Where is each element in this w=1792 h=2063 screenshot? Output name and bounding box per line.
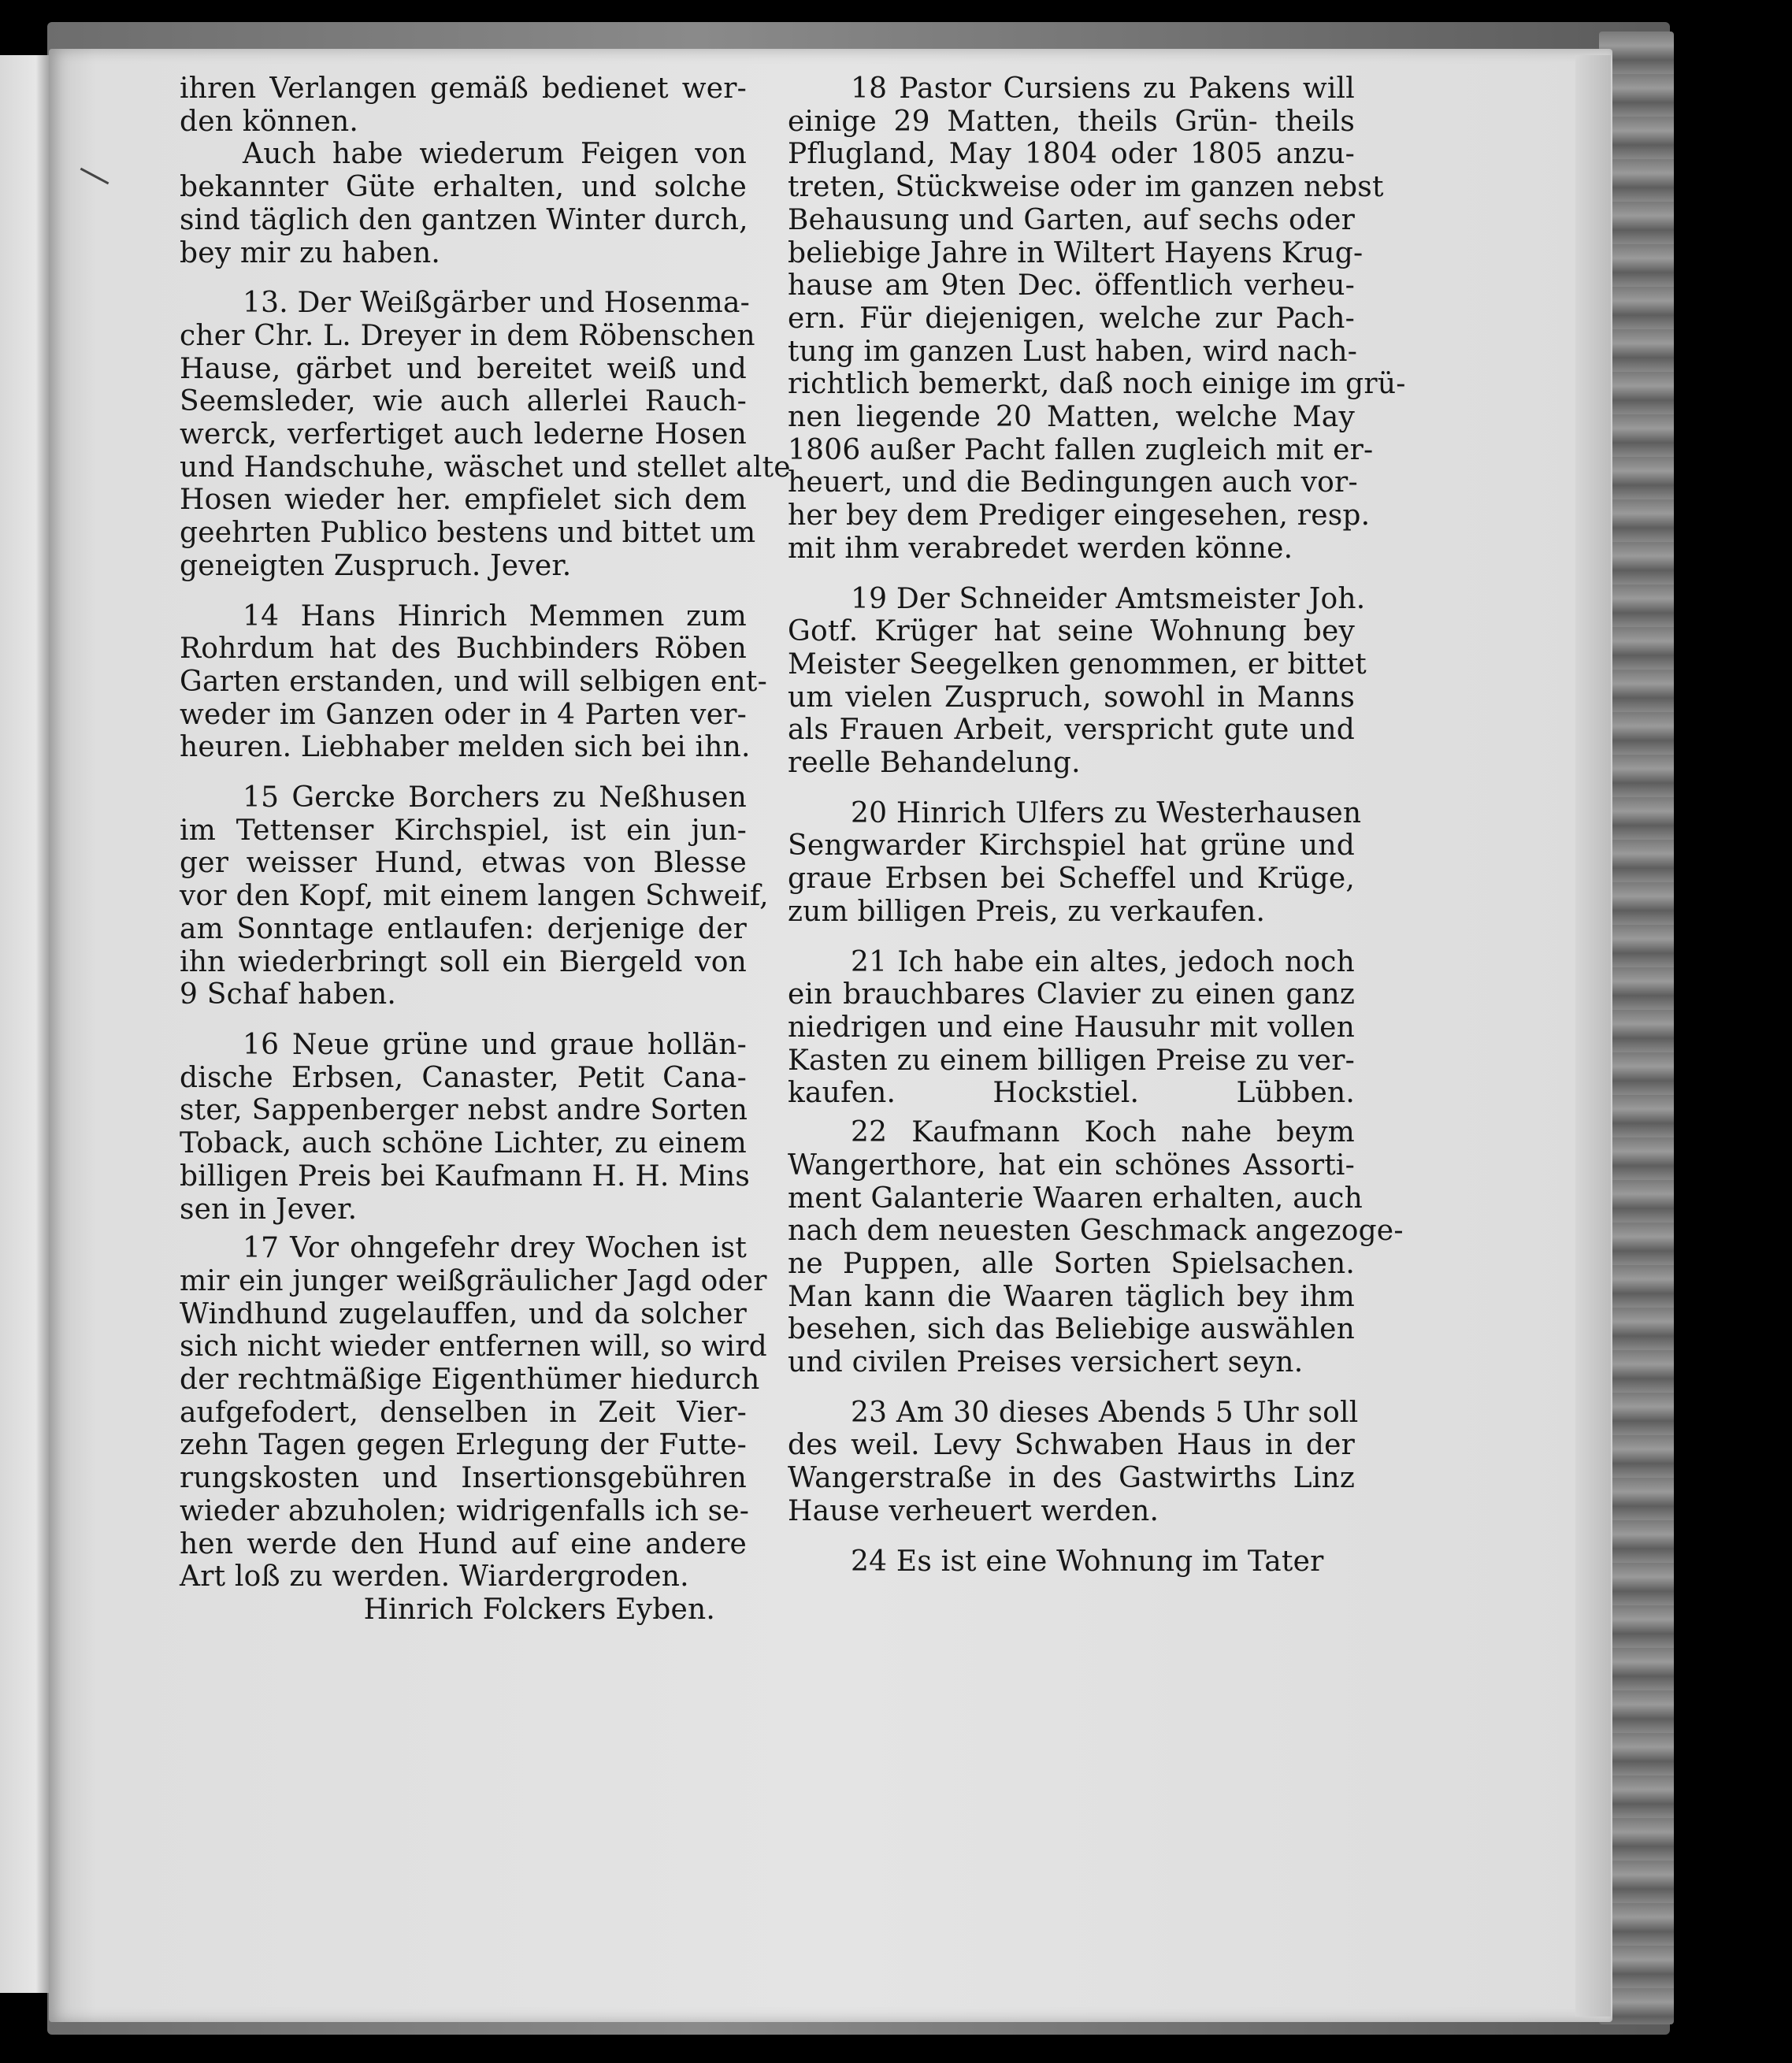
notice-22 — [788, 1116, 1404, 1379]
text-line: 19 Der Schneider Amtsmeister Joh. — [851, 582, 1366, 615]
text-line: Behausung und Garten, auf sechs oder — [788, 203, 1355, 236]
text-line: Hause, gärbet und bereitet weiß und — [180, 352, 747, 385]
text-line: geehrten Publico bestens und bittet um — [180, 517, 756, 550]
text-line: ihren Verlangen gemäß bedienet wer- — [180, 72, 747, 105]
text-line: Hause verheuert werden. — [788, 1494, 1159, 1527]
text-line: Art loß zu werden. Wiardergroden. — [180, 1560, 689, 1594]
text-line: Pflugland, May 1804 oder 1805 anzu- — [788, 138, 1355, 171]
text-line: Gotf. Krüger hat seine Wohnung bey — [788, 615, 1355, 648]
text-line: nen liegende 20 Matten, welche May — [788, 401, 1355, 434]
text-line: beliebige Jahre in Wiltert Hayens Krug- — [788, 236, 1363, 269]
text-line: 17 Vor ohngefehr drey Wochen ist — [243, 1232, 747, 1265]
facing-page-strip — [0, 55, 51, 1993]
text-line: den können. — [180, 105, 358, 138]
text-line: als Frauen Arbeit, verspricht gute und — [788, 714, 1355, 747]
notice-24 — [788, 1545, 1355, 1579]
text-line: 14 Hans Hinrich Memmen zum — [243, 599, 747, 633]
text-line: sich nicht wieder entfernen will, so wird — [180, 1330, 767, 1364]
text-line: mit ihm verabredet werden könne. — [788, 532, 1293, 565]
text-line: Wangerstraße in des Gastwirths Linz — [788, 1462, 1355, 1495]
left-column — [180, 72, 791, 1627]
text-line: im Tettenser Kirchspiel, ist ein jun- — [180, 814, 747, 847]
text-line: 16 Neue grüne und graue hollän- — [243, 1028, 747, 1061]
text-line: Man kann die Waaren täglich bey ihm — [788, 1280, 1355, 1313]
text-line: bey mir zu haben. — [180, 236, 441, 269]
text-line: vor den Kopf, mit einem langen Schweif, — [180, 880, 769, 913]
text-line: sind täglich den gantzen Winter durch, — [180, 203, 748, 236]
text-line: des weil. Levy Schwaben Haus in der — [788, 1429, 1355, 1462]
text-line: am Sonntage entlaufen: derjenige der — [180, 912, 747, 945]
text-line: ein brauchbares Clavier zu einen ganz — [788, 978, 1355, 1011]
text-line: treten, Stückweise oder im ganzen nebst — [788, 171, 1384, 204]
text-line: wieder abzuholen; widrigenfalls ich se- — [180, 1494, 750, 1527]
text-line: ern. Für diejenigen, welche zur Pach- — [788, 302, 1355, 335]
notice-16 — [180, 1028, 751, 1226]
text-line: und Handschuhe, wäschet und stellet alte — [180, 451, 791, 484]
text-line: weder im Ganzen oder in 4 Parten ver- — [180, 698, 747, 731]
text-line: Wangerthore, hat ein schönes Assorti- — [788, 1148, 1355, 1182]
text-line: besehen, sich das Beliebige auswählen — [788, 1313, 1355, 1346]
text-line: ne Puppen, alle Sorten Spielsachen. — [788, 1247, 1355, 1280]
text-line: her bey dem Prediger eingesehen, resp. — [788, 499, 1371, 532]
text-line: um vielen Zuspruch, sowohl in Manns — [788, 681, 1355, 714]
text-line: und civilen Preises versichert seyn. — [788, 1346, 1304, 1379]
signature: Hinrich Folckers Eyben. — [363, 1593, 715, 1626]
text-line: 22 Kaufmann Koch nahe beym — [851, 1116, 1355, 1149]
text-line: 23 Am 30 dieses Abends 5 Uhr soll — [851, 1396, 1359, 1429]
text-line: bekannter Güte erhalten, und solche — [180, 171, 747, 204]
notice-20 — [788, 796, 1362, 929]
text-line: zehn Tagen gegen Erlegung der Futte- — [180, 1429, 747, 1462]
notice-18 — [788, 72, 1406, 566]
text-line: Windhund zugelauffen, und da solcher — [180, 1297, 747, 1330]
notice-21 — [788, 946, 1355, 1111]
text-line: hen werde den Hund auf eine andere — [180, 1527, 747, 1560]
text-line: Kasten zu einem billigen Preise zu ver- — [788, 1044, 1355, 1077]
text-line: reelle Behandelung. — [788, 747, 1081, 780]
left-intro — [180, 72, 747, 269]
text-line: ihn wiederbringt soll ein Biergeld von — [180, 945, 747, 978]
text-line: ger weisser Hund, etwas von Blesse — [180, 847, 747, 880]
text-line: rungskosten und Insertionsgebühren — [180, 1462, 747, 1495]
text-line: ster, Sappenberger nebst andre Sorten — [180, 1094, 748, 1127]
text-line: Auch habe wiederum Feigen von — [243, 138, 747, 171]
text-line: 1806 außer Pacht fallen zugleich mit er- — [788, 433, 1374, 466]
right-column — [788, 72, 1406, 1578]
text-line: Seemsleder, wie auch allerlei Rauch- — [180, 385, 747, 418]
text-line: nach dem neuesten Geschmack angezoge- — [788, 1215, 1404, 1248]
text-line: kaufen. Hockstiel. Lübben. — [788, 1077, 1355, 1110]
notice-15 — [180, 781, 769, 1011]
text-line: 18 Pastor Cursiens zu Pakens will — [851, 72, 1355, 105]
notice-17 — [180, 1232, 767, 1626]
text-line: einige 29 Matten, theils Grün- theils — [788, 105, 1355, 138]
text-line: 21 Ich habe ein altes, jedoch noch — [851, 945, 1355, 978]
text-line: niedrigen und eine Hausuhr mit vollen — [788, 1011, 1355, 1044]
text-line: 9 Schaf haben. — [180, 978, 397, 1011]
page-fold — [1575, 55, 1611, 2017]
text-line: cher Chr. L. Dreyer in dem Röbenschen — [180, 319, 755, 352]
text-line: dische Erbsen, Canaster, Petit Cana- — [180, 1061, 747, 1094]
text-line: 13. Der Weißgärber und Hosenma- — [243, 287, 751, 320]
text-line: billigen Preis bei Kaufmann H. H. Mins — [180, 1160, 751, 1193]
text-line: 20 Hinrich Ulfers zu Westerhausen — [851, 796, 1362, 829]
text-line: Hosen wieder her. empfielet sich dem — [180, 484, 747, 517]
text-line: sen in Jever. — [180, 1193, 358, 1226]
text-line: hause am 9ten Dec. öffentlich verheu- — [788, 269, 1355, 302]
notice-13 — [180, 287, 791, 582]
text-line: geneigten Zuspruch. Jever. — [180, 549, 572, 582]
text-line: tung im ganzen Lust haben, wird nach- — [788, 335, 1358, 368]
text-line: werck, verfertiget auch lederne Hosen — [180, 418, 747, 451]
text-line: aufgefodert, denselben in Zeit Vier- — [180, 1396, 747, 1429]
text-line: Sengwarder Kirchspiel hat grüne und — [788, 829, 1355, 863]
notice-14 — [180, 599, 767, 765]
text-line: heuert, und die Bedingungen auch vor- — [788, 466, 1358, 499]
text-line: Rohrdum hat des Buchbinders Röben — [180, 633, 747, 666]
text-line: Garten erstanden, und will selbigen ent- — [180, 665, 767, 698]
text-line: ment Galanterie Waaren erhalten, auch — [788, 1182, 1363, 1215]
notice-19 — [788, 582, 1367, 780]
text-line: 15 Gercke Borchers zu Neßhusen — [243, 781, 747, 814]
text-line: Toback, auch schöne Lichter, zu einem — [180, 1127, 747, 1160]
text-line: der rechtmäßige Eigenthümer hiedurch — [180, 1364, 760, 1397]
text-line: mir ein junger weißgräulicher Jagd oder — [180, 1264, 767, 1297]
text-line: 24 Es ist eine Wohnung im Tater — [851, 1545, 1324, 1578]
notice-23 — [788, 1396, 1359, 1528]
text-line: richtlich bemerkt, daß noch einige im grü- — [788, 368, 1406, 401]
text-line: heuren. Liebhaber melden sich bei ihn. — [180, 731, 751, 764]
text-line: zum billigen Preis, zu verkaufen. — [788, 895, 1266, 928]
text-line: graue Erbsen bei Scheffel und Krüge, — [788, 863, 1355, 896]
text-line: Meister Seegelken genommen, er bittet — [788, 647, 1367, 681]
